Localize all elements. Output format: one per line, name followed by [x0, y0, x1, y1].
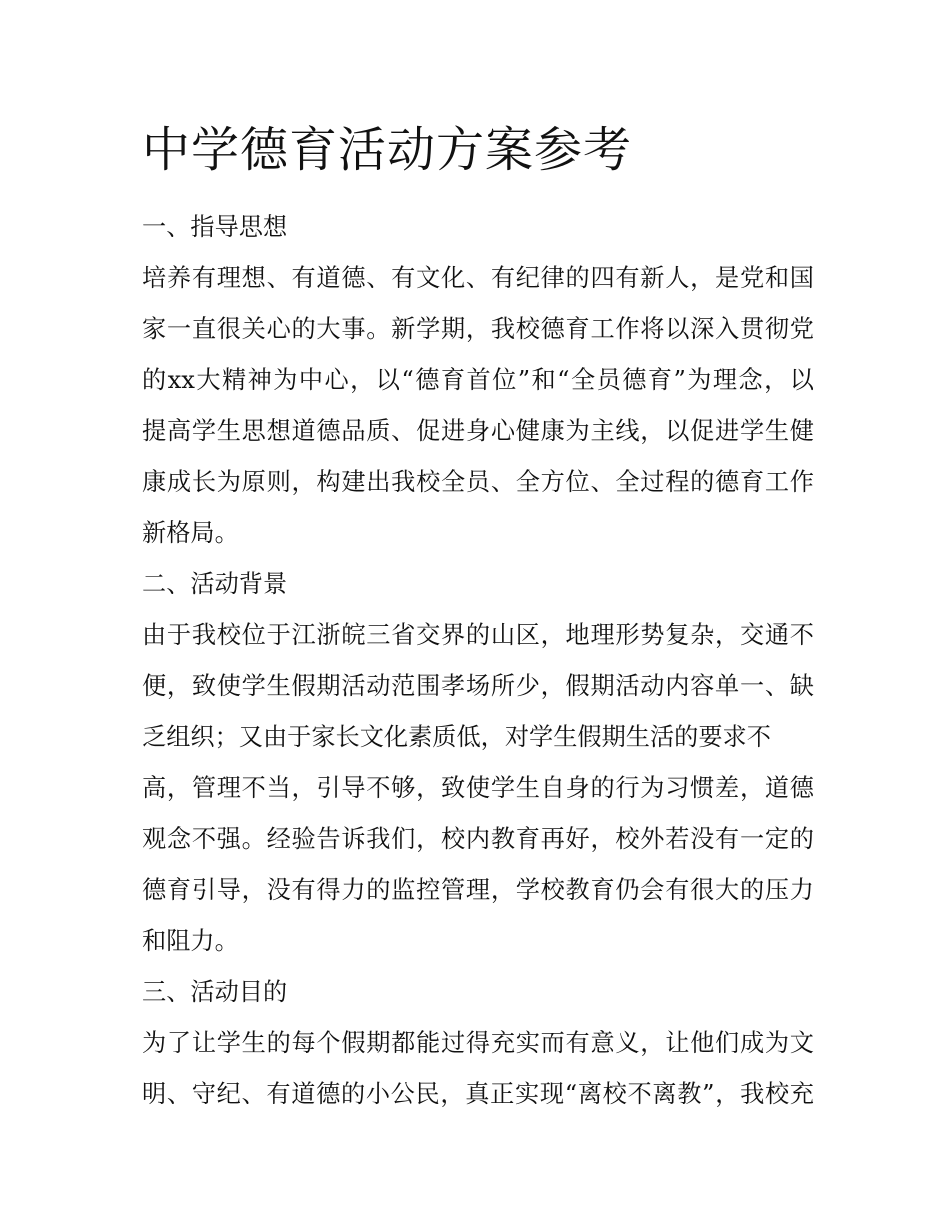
paragraph-line: 提高学生思想道德品质、促进身心健康为主线，以促进学生健 [142, 417, 814, 445]
paragraph-line: 乏组织；又由于家长文化素质低，对学生假期生活的要求不 [142, 723, 771, 751]
paragraph-line: 德育引导，没有得力的监控管理，学校教育仍会有很大的压力 [142, 876, 814, 904]
section-guiding-ideology [142, 202, 814, 559]
paragraph-line: 培养有理想、有道德、有文化、有纪律的四有新人，是党和国 [142, 264, 814, 292]
section-body [142, 253, 814, 559]
paragraph-line: 家一直很关心的大事。新学期，我校德育工作将以深入贯彻党 [142, 315, 814, 343]
paragraph-line: 的xx大精神为中心，以“德育首位”和“全员德育”为理念，以 [142, 366, 814, 394]
paragraph-line: 和阻力。 [142, 927, 239, 955]
section-heading: 一、指导思想 [142, 213, 288, 241]
paragraph-line: 为了让学生的每个假期都能过得充实而有意义，让他们成为文 [142, 1029, 814, 1057]
paragraph-line: 观念不强。经验告诉我们，校内教育再好，校外若没有一定的 [142, 825, 814, 853]
section-heading: 三、活动目的 [142, 978, 288, 1006]
paragraph-line: 高，管理不当，引导不够，致使学生自身的行为习惯差，道德 [142, 774, 814, 802]
document-title: 中学德育活动方案参考 [142, 122, 633, 178]
paragraph-line: 由于我校位于江浙皖三省交界的山区，地理形势复杂，交通不 [142, 621, 814, 649]
section-activity-background [142, 559, 814, 967]
section-heading: 二、活动背景 [142, 570, 288, 598]
section-body [142, 610, 814, 967]
document-page [142, 118, 814, 1120]
paragraph-line: 便，致使学生假期活动范围孝场所少，假期活动内容单一、缺 [142, 672, 814, 700]
paragraph-line: 康成长为原则，构建出我校全员、全方位、全过程的德育工作 [142, 468, 814, 496]
paragraph-line: 明、守纪、有道德的小公民，真正实现“离校不离教”，我校充 [142, 1080, 814, 1108]
section-body [142, 1018, 814, 1120]
section-activity-purpose [142, 967, 814, 1120]
paragraph-line: 新格局。 [142, 519, 239, 547]
